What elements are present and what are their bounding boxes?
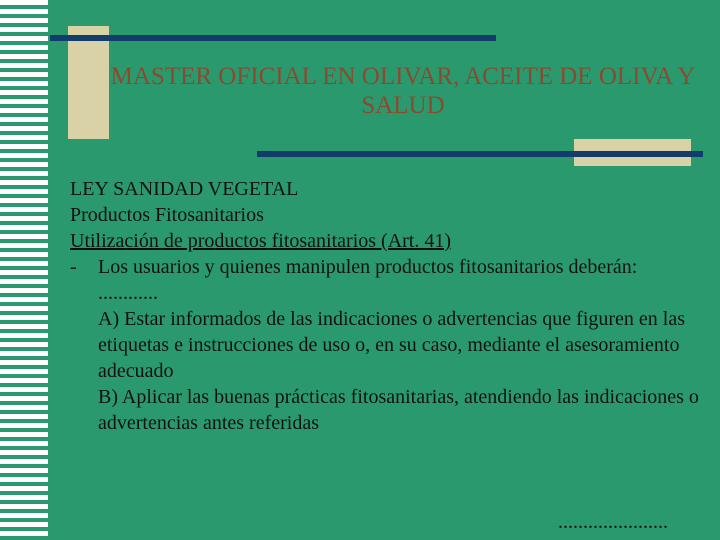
ellipsis-line: ............ [98, 282, 158, 304]
bullet-text: Los usuarios y quienes manipulen productos fitosanitarios deberán: [98, 256, 638, 278]
decorative-navy-line-top [50, 35, 496, 41]
item-b: B) Aplicar las buenas prácticas fitosanitarias, atendiendo las indicaciones o advertencias antes referidas [98, 386, 699, 434]
heading-ley-sanidad: LEY SANIDAD VEGETAL [70, 178, 299, 200]
trailing-ellipsis: ...................... [558, 511, 668, 533]
decorative-navy-line-bottom [257, 151, 703, 157]
slide-body [70, 176, 700, 436]
heading-productos: Productos Fitosanitarios [70, 204, 264, 226]
bullet-dash: - [70, 256, 77, 278]
bullet-item [70, 254, 700, 280]
slide-title: MASTER OFICIAL EN OLIVAR, ACEITE DE OLIVA Y SALUD [110, 63, 696, 119]
item-a: A) Estar informados de las indicaciones o advertencias que figuren en las etiquetas e instrucciones de uso o, en su caso, mediante el asesoramiento adecuado [98, 308, 686, 382]
decorative-tan-block-top [68, 26, 109, 139]
subheading-utilizacion: Utilización de productos fitosanitarios (Art. 41) [70, 230, 452, 252]
decorative-stripe-bar [0, 0, 52, 540]
